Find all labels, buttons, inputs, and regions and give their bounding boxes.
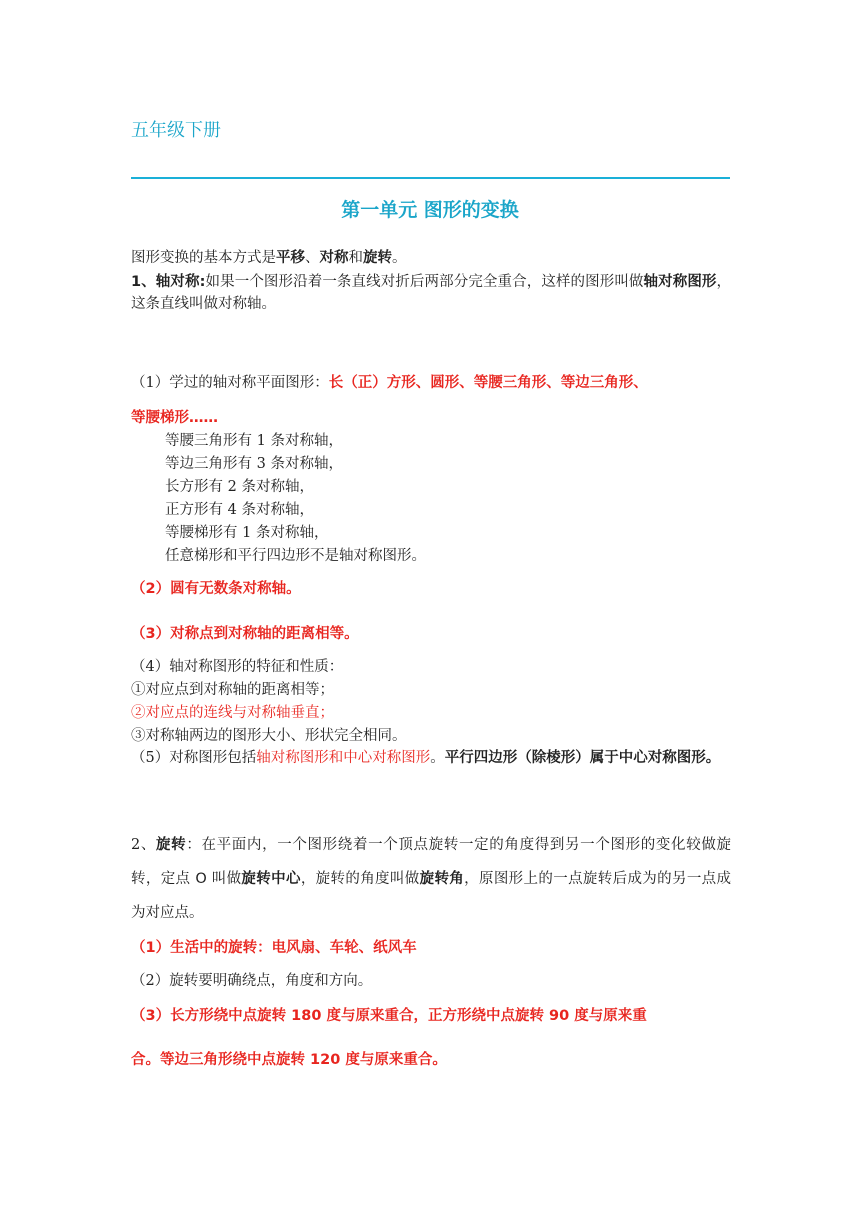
term-axis-symmetry: 轴对称: [155, 274, 200, 290]
section-number: 1、: [131, 274, 156, 290]
term-rotation-center: 旋转中心: [241, 871, 301, 887]
item-1-shapes: 长（正）方形、圆形、等腰三角形、等边三角形、: [328, 375, 648, 391]
item-5-text: 。: [430, 750, 445, 766]
item-5-highlight: 轴对称图形和中心对称图形: [256, 750, 431, 766]
intro-end: 。: [392, 250, 407, 266]
colon: :: [199, 274, 206, 290]
intro-text: 图形变换的基本方式是: [131, 250, 276, 266]
item-3: （3）对称点到对称轴的距离相等。: [131, 626, 359, 642]
unit-title: 第一单元 图形的变换: [341, 199, 519, 221]
intro-sep: 、: [305, 250, 320, 266]
axis-count-line: 长方形有 2 条对称轴，: [165, 479, 314, 495]
axis-count-line: 等边三角形有 3 条对称轴，: [165, 456, 343, 472]
term-translation: 平移: [276, 250, 305, 266]
item-5: [131, 747, 731, 769]
item-5-bold: 平行四边形（除棱形）属于中心对称图形。: [444, 750, 721, 766]
item-4-point-2: ②对应点的连线与对称轴垂直；: [131, 705, 334, 721]
axis-count-line: 等腰三角形有 1 条对称轴，: [165, 433, 343, 449]
term-rotation: 旋转: [156, 837, 187, 853]
section-number: 2、: [131, 837, 157, 853]
term-rotation: 旋转: [363, 250, 392, 266]
definition-text: 叫做: [206, 871, 242, 887]
item-1-line1: [131, 372, 731, 394]
intro-sep: 和: [348, 250, 363, 266]
item-4-title: （4）轴对称图形的特征和性质：: [131, 659, 344, 675]
rotation-item-2: （2）旋转要明确绕点，角度和方向。: [131, 973, 373, 989]
axis-symmetry-definition: [131, 271, 731, 315]
item-4-point-1: ①对应点到对称轴的距离相等；: [131, 682, 334, 698]
point-o: O: [195, 871, 207, 887]
axis-count-line: 任意梯形和平行四边形不是轴对称图形。: [165, 548, 426, 564]
term-symmetry: 对称: [319, 250, 349, 266]
item-1-label: （1）学过的轴对称平面图形：: [131, 375, 329, 391]
axis-count-line: 等腰梯形有 1 条对称轴，: [165, 525, 329, 541]
header-divider: [131, 177, 730, 179]
term-rotation-angle: 旋转角: [419, 871, 465, 887]
item-1-line2: 等腰梯形……: [131, 410, 218, 426]
definition-text: ，原图形上的一点旋转后成为的另一点成为对应点。: [131, 871, 732, 921]
definition-text: ，旋转的角度叫做: [300, 871, 420, 887]
rotation-definition: [131, 828, 731, 930]
item-4-point-3: ③对称轴两边的图形大小、形状完全相同。: [131, 728, 407, 744]
rotation-item-3-line2: 合。等边三角形绕中点旋转 120 度与原来重合。: [131, 1052, 447, 1068]
term-axis-symmetric-figure: 轴对称图形: [643, 274, 717, 290]
definition-text: ，这条直线叫做对称轴。: [131, 274, 732, 312]
definition-text: 如果一个图形沿着一条直线对折后两部分完全重合，这样的图形叫做: [205, 274, 644, 290]
intro-paragraph: [131, 247, 731, 269]
rotation-item-3-line1: （3）长方形绕中点旋转 180 度与原来重合，正方形绕中点旋转 90 度与原来重: [131, 1008, 647, 1024]
axis-count-line: 正方形有 4 条对称轴，: [165, 502, 314, 518]
rotation-item-1: （1）生活中的旋转：电风扇、车轮、纸风车: [131, 940, 417, 956]
item-5-text: （5）对称图形包括: [131, 750, 257, 766]
item-2: （2）圆有无数条对称轴。: [131, 581, 301, 597]
definition-text: ：在平面内，一个图形绕着一个顶点旋转一定的角度得到另一个图形的变化较做旋转，定点: [131, 837, 731, 887]
grade-title: 五年级下册: [131, 120, 221, 141]
